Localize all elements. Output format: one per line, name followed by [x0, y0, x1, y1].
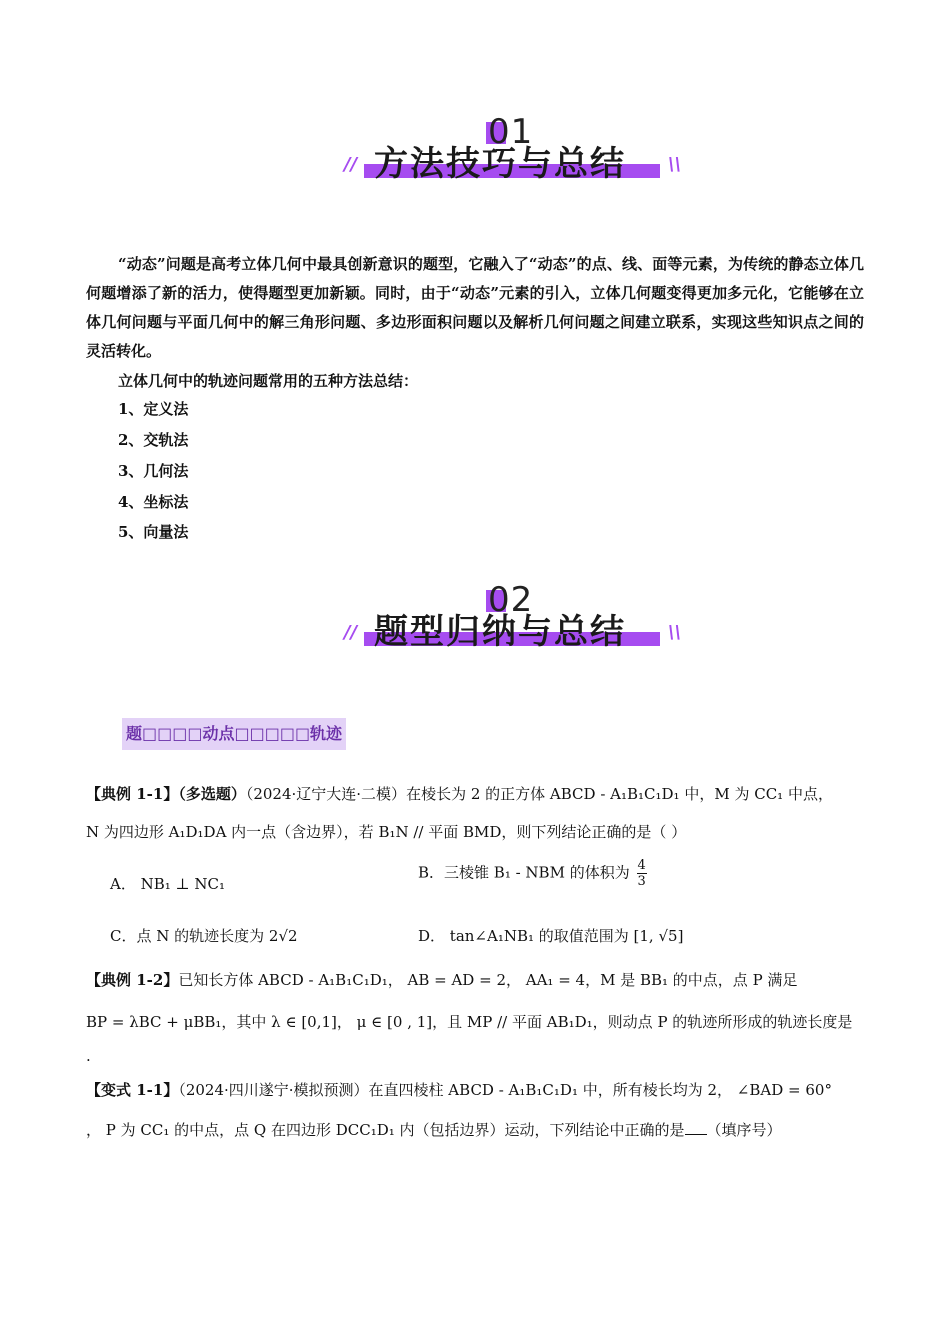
option-d: D． tan∠A₁NB₁ 的取值范围为 [1, √5] — [418, 927, 684, 945]
option-c: C．点 N 的轨迹长度为 2√2 — [110, 927, 298, 945]
option-a: A． NB₁ ⊥ NC₁ — [110, 875, 226, 893]
method-item-4: 4、坐标法 — [118, 493, 189, 511]
slash-decoration-left: // — [344, 154, 358, 175]
topic-heading: 题□□□□动点□□□□□轨迹 — [122, 718, 346, 750]
example-1-2-line-3: . — [86, 1047, 91, 1065]
variant-1-1 — [86, 1078, 876, 1102]
variant-1-1-line-2 — [86, 1118, 876, 1142]
option-b-text: B．三棱锥 B₁ - NBM 的体积为 — [418, 863, 630, 882]
section-number: 01 — [488, 112, 534, 152]
section-banner-1 — [340, 112, 680, 202]
question-type: （多选题） — [178, 785, 246, 803]
slash-decoration-left: // — [344, 622, 358, 643]
slash-decoration-right: \\ — [668, 622, 682, 643]
section-number: 02 — [488, 580, 534, 620]
question-text-line-2: ， P 为 CC₁ 的中点，点 Q 在四边形 DCC₁D₁ 内（包括边界）运动，下列结论中正确的是 — [86, 1121, 685, 1139]
method-item-3: 3、几何法 — [118, 462, 189, 480]
volume-fraction — [637, 858, 647, 889]
intro-paragraph: “动态”问题是高考立体几何中最具创新意识的题型，它融入了“动态”的点、线、面等元素，为传统的静态立体几何题增添了新的活力，使得题型更加新颖。同时，由于“动态”元素的引入，立体几何题变得更加多元化，它能够在立体几何问题与平面几何中的解三角形问题、多边形面积问题以及解析几何问题之间建立联系，实现这些知识点之间的灵活转化。 — [86, 255, 864, 360]
section-title: 方法技巧与总结 — [374, 144, 626, 184]
example-1-1 — [86, 782, 876, 806]
example-1-2-line-2: BP = λBC + μBB₁，其中 λ ∈ [0,1]， μ ∈ [0 , 1]，且 MP // 平面 AB₁D₁，则动点 P 的轨迹所形成的轨迹长度是 — [86, 1013, 853, 1031]
slash-decoration-right: \\ — [668, 154, 682, 175]
question-text-line-1: 已知长方体 ABCD - A₁B₁C₁D₁， AB = AD = 2， AA₁ = 4，M 是 BB₁ 的中点，点 P 满足 — [178, 971, 798, 989]
method-item-5: 5、向量法 — [118, 523, 189, 541]
method-item-2: 2、交轨法 — [118, 431, 189, 449]
option-b — [418, 858, 649, 889]
variant-tag: 【变式 1-1】 — [86, 1081, 179, 1099]
example-1-2 — [86, 968, 876, 992]
section-title: 题型归纳与总结 — [374, 612, 626, 652]
question-source: （2024·辽宁大连·二模） — [245, 785, 407, 803]
methods-lead: 立体几何中的轨迹问题常用的五种方法总结： — [118, 372, 419, 390]
question-text-line-1: （2024·四川遂宁·模拟预测）在直四棱柱 ABCD - A₁B₁C₁D₁ 中，所有棱长均为 2， ∠BAD = 60° — [178, 1081, 832, 1099]
example-tag: 【典例 1-2】 — [86, 971, 179, 989]
example-1-1-line-2: N 为四边形 A₁D₁DA 内一点（含边界），若 B₁N // 平面 BMD，则下列结论正确的是（ ） — [86, 823, 687, 841]
answer-blank — [685, 1120, 707, 1135]
section-banner-2 — [340, 580, 680, 670]
fraction-denominator: 3 — [637, 874, 646, 889]
fraction-numerator: 4 — [637, 858, 646, 873]
method-item-1: 1、定义法 — [118, 400, 189, 418]
question-text-end: （填序号） — [706, 1121, 782, 1139]
question-text-line-1: 在棱长为 2 的正方体 ABCD - A₁B₁C₁D₁ 中，M 为 CC₁ 中点， — [406, 785, 833, 803]
example-tag: 【典例 1-1】 — [86, 785, 179, 803]
